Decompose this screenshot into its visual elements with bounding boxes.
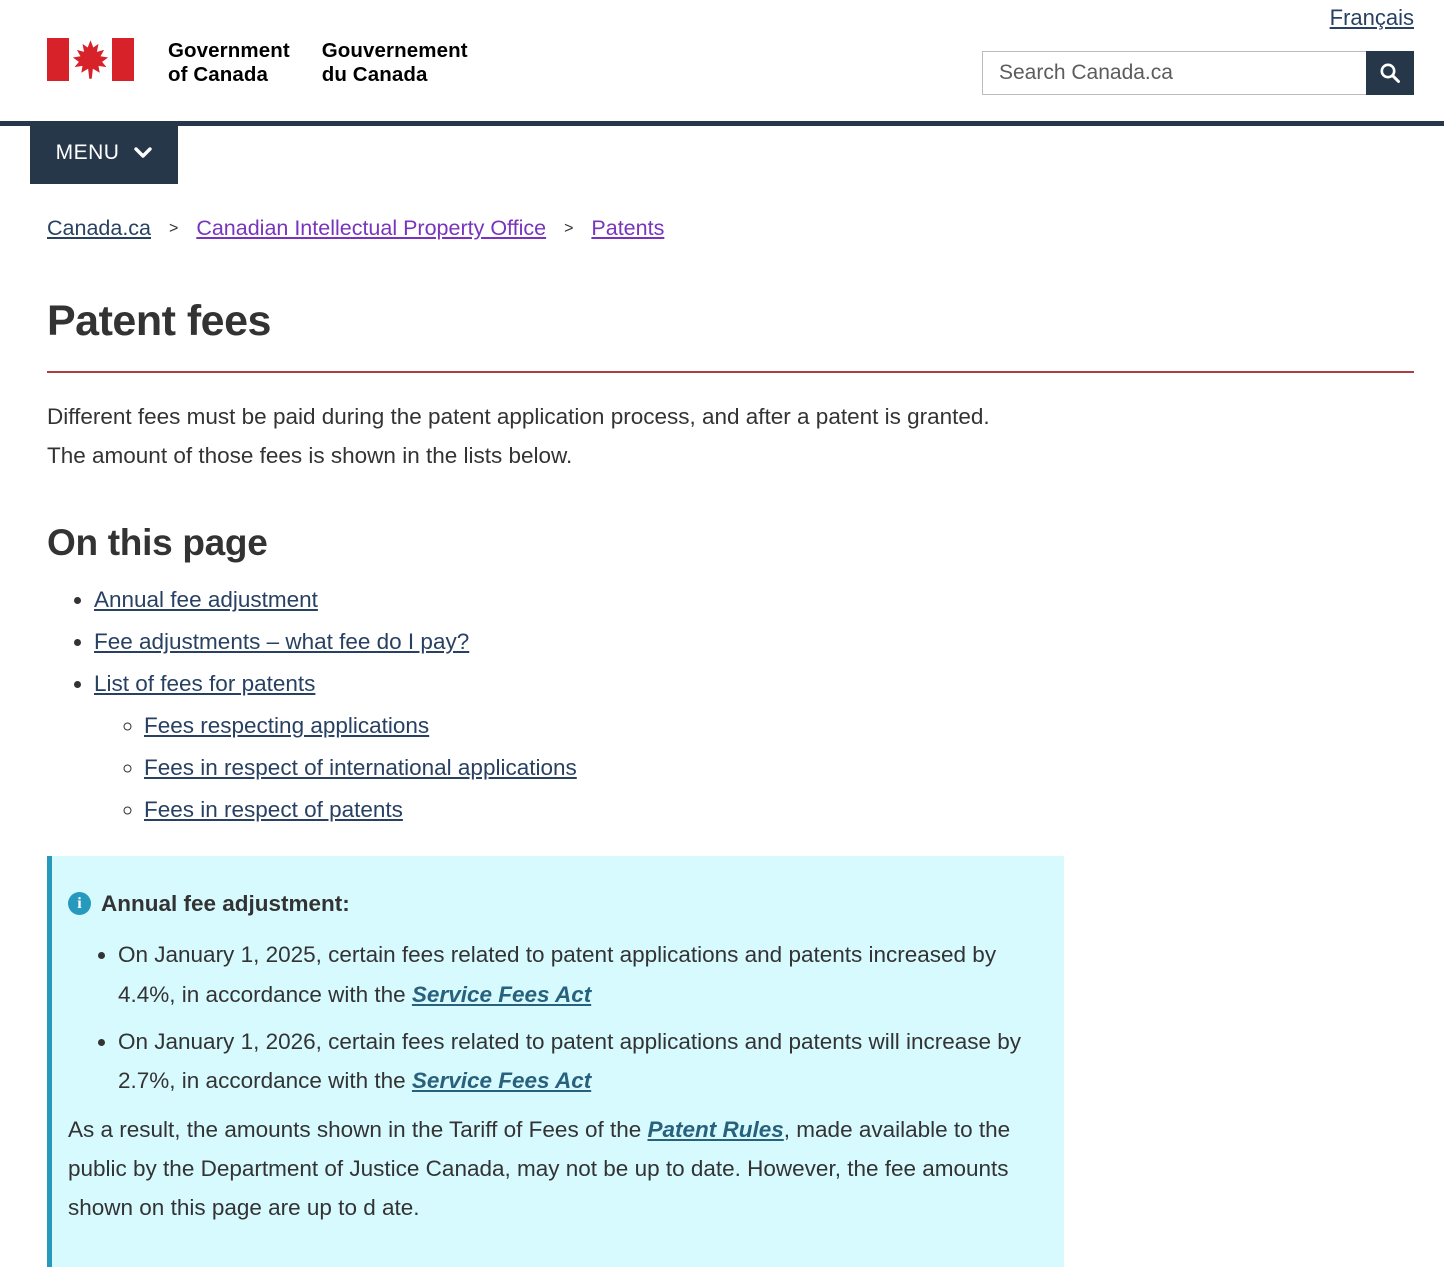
- on-this-page-heading: On this page: [47, 522, 268, 564]
- list-item: [94, 629, 1414, 655]
- info-alert-closing: [68, 1110, 1042, 1227]
- search-icon: [1378, 61, 1402, 85]
- wordmark-french: [322, 39, 468, 87]
- wordmark-english: [168, 39, 290, 87]
- info-alert-title-row: [68, 884, 1042, 923]
- intro-paragraph: Different fees must be paid during the patent application process, and after a patent is granted. The amount of those fees is shown in the lists below.: [47, 404, 990, 469]
- info-alert-list: [68, 935, 1042, 1100]
- brand-row: [47, 38, 1414, 95]
- page-title: Patent fees: [47, 297, 1414, 373]
- search-button[interactable]: [1366, 51, 1414, 95]
- menu-button-label: MENU: [55, 140, 120, 164]
- toc-link-list-of-fees[interactable]: List of fees for patents: [94, 671, 316, 697]
- on-this-page-sublist: [94, 713, 1414, 823]
- breadcrumb-link-patents[interactable]: Patents: [591, 216, 665, 240]
- chevron-down-icon: [134, 147, 152, 159]
- language-toggle-link[interactable]: Français: [1329, 5, 1414, 30]
- closing-text-part1: As a result, the amounts shown in the Tariff of Fees of the: [68, 1116, 648, 1142]
- service-fees-act-link[interactable]: Service Fees Act: [411, 1067, 592, 1093]
- government-of-canada-signature[interactable]: [47, 38, 468, 87]
- wordmark-fr-line1: Gouvernement: [321, 39, 468, 62]
- language-row: [47, 0, 1414, 31]
- closing-text-part2: , made available to the public by the Department of Justice Canada, may not be up to date. However, the fee amounts shown on this page are up to d ate.: [68, 1116, 1011, 1221]
- wordmark-en-line2: of Canada: [168, 63, 268, 86]
- info-icon: i: [68, 892, 91, 915]
- breadcrumb-separator: >: [168, 220, 179, 237]
- list-item: [144, 713, 1414, 739]
- breadcrumb-link-cipo[interactable]: Canadian Intellectual Property Office: [196, 216, 547, 240]
- on-this-page-list: [47, 587, 1414, 823]
- canada-flag-icon: [47, 38, 134, 81]
- info-item-text: On January 1, 2026, certain fees related to patent applications and patents will increase by 2.7%, in accordance with the: [118, 1028, 1022, 1093]
- info-item-text: On January 1, 2025, certain fees related to patent applications and patents increased by 4.4%, in accordance with the: [118, 942, 997, 1007]
- info-alert: [47, 856, 1064, 1267]
- site-search: [982, 51, 1414, 95]
- search-input[interactable]: [982, 51, 1366, 95]
- info-alert-title: Annual fee adjustment:: [101, 891, 350, 917]
- list-item: [144, 755, 1414, 781]
- site-header: [0, 0, 1444, 95]
- service-fees-act-link[interactable]: Service Fees Act: [411, 981, 592, 1007]
- menu-button[interactable]: [30, 121, 178, 184]
- list-item: [94, 671, 1414, 823]
- toc-link-annual-fee-adjustment[interactable]: Annual fee adjustment: [94, 587, 318, 613]
- wordmark: [168, 38, 468, 87]
- toc-link-fee-adjustments[interactable]: Fee adjustments – what fee do I pay?: [94, 629, 470, 655]
- list-item: [118, 1022, 1042, 1100]
- header-divider-bar: [0, 121, 1444, 126]
- toc-link-fees-respect-patents[interactable]: Fees in respect of patents: [144, 797, 403, 823]
- breadcrumb-separator: >: [564, 220, 574, 237]
- toc-link-fees-respecting-applications[interactable]: Fees respecting applications: [144, 713, 430, 739]
- wordmark-en-line1: Government: [168, 39, 290, 62]
- breadcrumb-link-canada[interactable]: Canada.ca: [47, 216, 151, 240]
- list-item: [118, 935, 1042, 1013]
- list-item: [144, 797, 1414, 823]
- list-item: [94, 587, 1414, 613]
- toc-link-fees-international-applications[interactable]: Fees in respect of international applications: [144, 755, 577, 781]
- main-menu-band: [0, 121, 1444, 184]
- main-content: [0, 297, 1444, 1267]
- patent-rules-link[interactable]: Patent Rules: [647, 1116, 784, 1142]
- wordmark-fr-line2: du Canada: [321, 63, 428, 86]
- breadcrumb: [0, 216, 1444, 241]
